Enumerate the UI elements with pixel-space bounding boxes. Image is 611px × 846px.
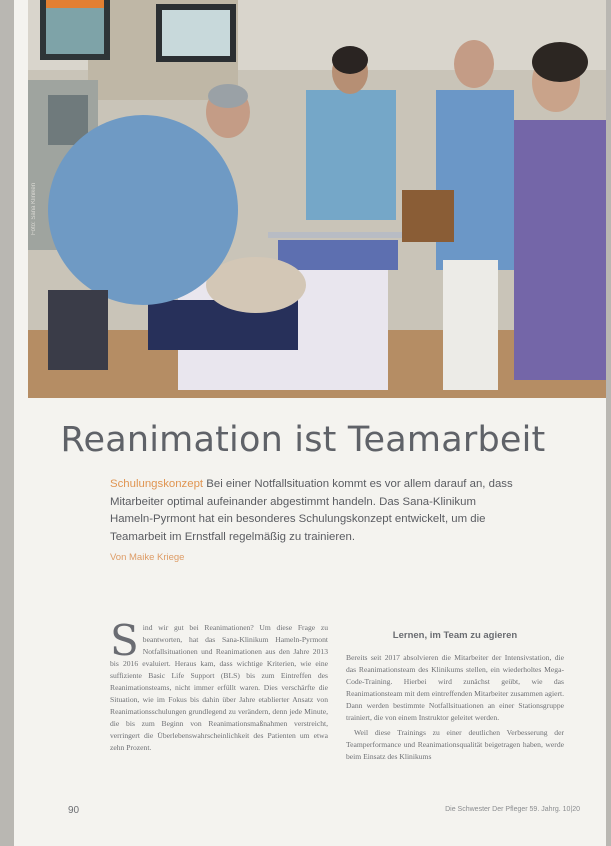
lead-kicker: Schulungskonzept bbox=[110, 478, 204, 490]
dropcap: S bbox=[110, 616, 139, 665]
magazine-page bbox=[14, 0, 606, 846]
byline: Von Maike Kriege bbox=[110, 552, 185, 563]
right-column bbox=[346, 652, 564, 766]
photo-credit: Foto: Sana Kliniken bbox=[31, 182, 37, 235]
article-photo bbox=[28, 0, 606, 398]
left-column-text: ind wir gut bei Reanimationen? Um diese Frage zu beantworten, hat das Sana-Klinikum Hameln-Pyrmont Notfallsituationen und Reanimationen aus den Jahre 2013 bis 2016 evaluiert. Heraus kam, dass wichtige Kriterien, wie eine suffiziente Basic Life Support (BLS) bis zum Eintreffen des Reanimationsteams, nicht immer erfüllt waren. Dies verschärfte die Situation, wie im Fokus bis dahin über Jahre etablierter Ansatz von Reanimationsschulungen grundlegend zu verändern, denn jede Minute, die bis zum Beginn von Reanimationsmaßnahmen verstreicht, verringert die Überlebenswahrscheinlichkeit des Patienten um etwa zehn Prozent. bbox=[110, 623, 328, 752]
right-paragraph: Weil diese Trainings zu einer deutlichen Verbesserung der Teamperformance und Reanimationsqualität beigetragen haben, werde beim Einsatz des Klinikums bbox=[346, 728, 564, 761]
article-lead bbox=[110, 476, 520, 546]
section-subhead: Lernen, im Team zu agieren bbox=[392, 630, 518, 641]
lead-text: Bei einer Notfallsituation kommt es vor allem darauf an, dass Mitarbeiter optimal aufeinander abgestimmt handeln. Das Sana-Klinikum Hameln-Pyrmont hat ein besonderes Schulungskonzept entwickelt, um die Teamarbeit im Ernstfall regelmäßig zu trainieren. bbox=[110, 478, 513, 543]
right-paragraph: Bereits seit 2017 absolvieren die Mitarbeiter der Intensivstation, die das Reanimationsteam des Klinikums stellen, ein wiederholtes Mega-Code-Training. Hierbei wird zunächst geübt, wie das Reanimationsteam mit dem eintreffenden Mitarbeiter zusammen agiert. Dann werden bestimmte Notfallsituationen an einer Stationsgruppe trainiert, die von einem Instruktor geleitet werden. bbox=[346, 653, 564, 722]
journal-name: Die Schwester Der Pfleger 59. Jahrg. 10|20 bbox=[445, 806, 580, 813]
left-column bbox=[110, 616, 328, 754]
page-number: 90 bbox=[68, 805, 80, 816]
article-title: Reanimation ist Teamarbeit bbox=[60, 420, 546, 460]
photo-training-scene bbox=[28, 0, 606, 398]
